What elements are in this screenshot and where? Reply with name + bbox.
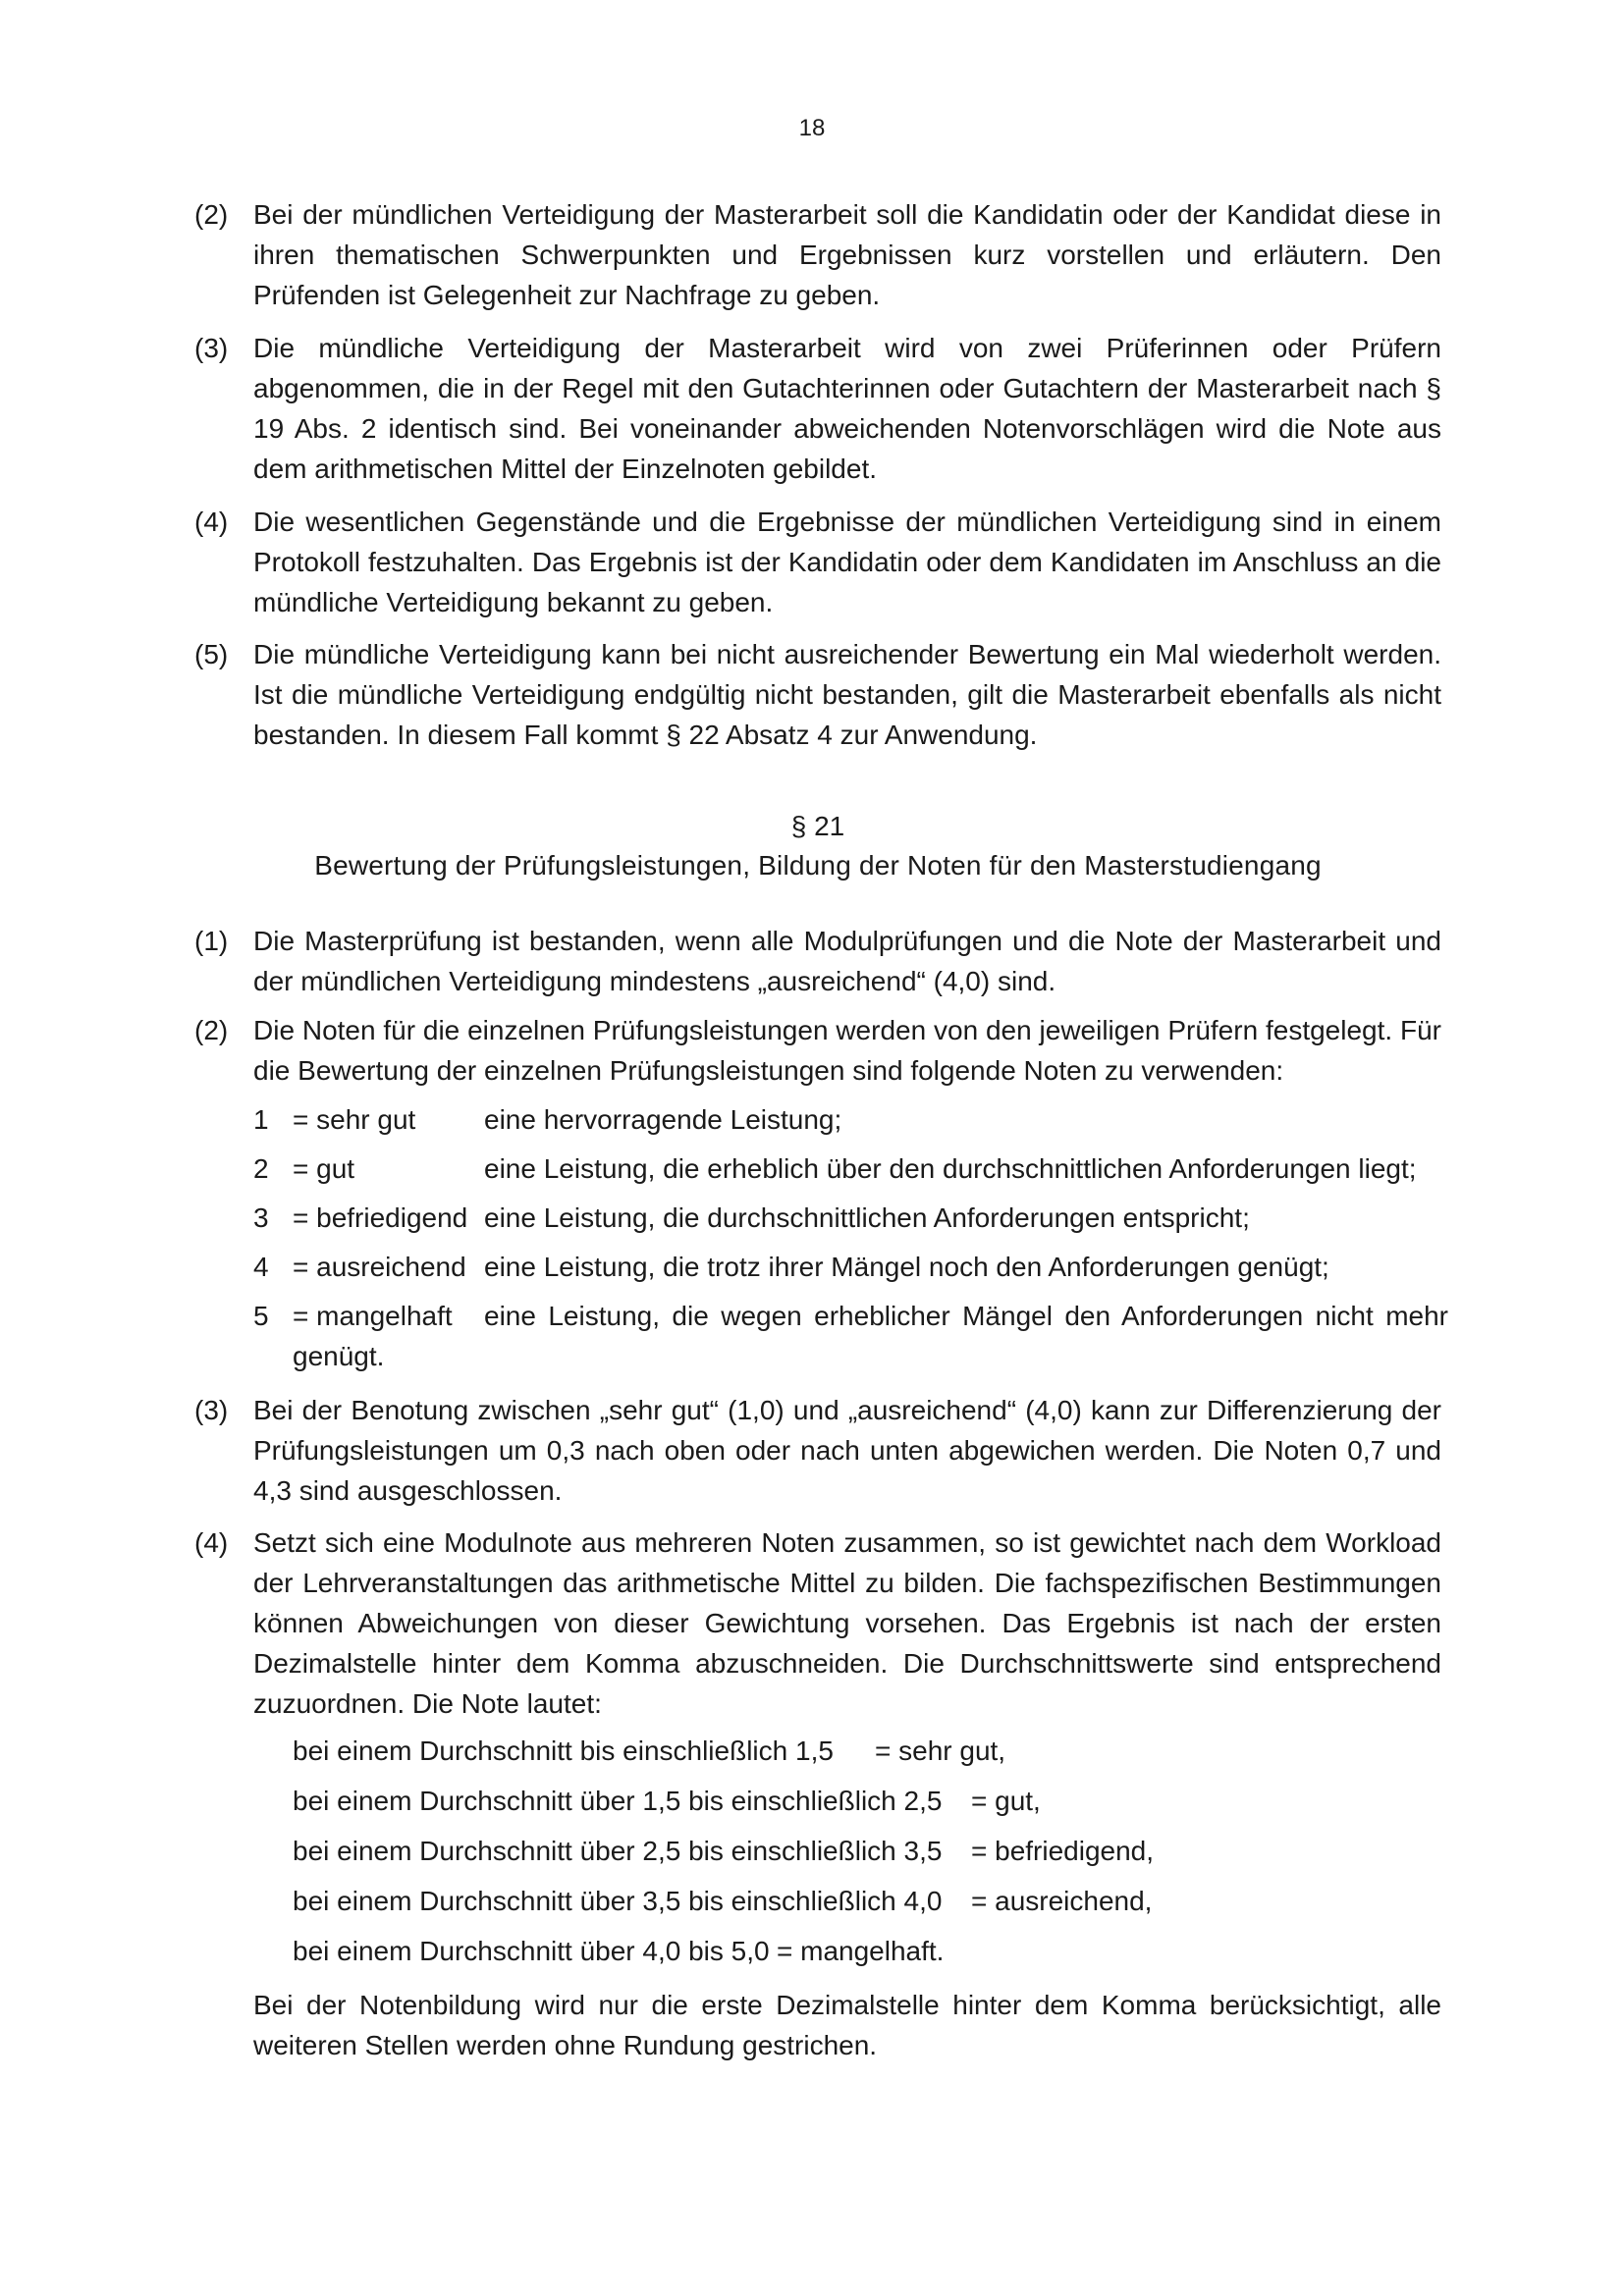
paragraph-text: Bei der Benotung zwischen „sehr gut“ (1,0) und „ausreichend“ (4,0) kann zur Differenzierung der Prüfungsleistungen um 0,3 nach oben oder nach unten abgewichen werden. Die Noten 0,7 und 4,3 sind ausgeschlossen.: [253, 1395, 1441, 1506]
paragraph-text: Setzt sich eine Modulnote aus mehreren Noten zusammen, so ist gewichtet nach dem Workload der Lehrveranstaltungen das arithmetische Mittel zu bilden. Die fachspezifischen Bestimmungen können Abweichungen von dieser Gewichtung vorsehen. Das Ergebnis ist nach der ersten Dezimalstelle hinter dem Komma abzuschneiden. Die Durchschnittswerte sind entsprechend zuzuordnen. Die Note lautet:: [253, 1527, 1441, 1719]
paragraph-number: (3): [194, 333, 229, 363]
section-heading: [194, 807, 1441, 885]
section-number: § 21: [790, 811, 845, 841]
average-row: [253, 1831, 1441, 1881]
paragraph-text: Die mündliche Verteidigung kann bei nicht ausreichender Bewertung ein Mal wiederholt werden. Ist die mündliche Verteidigung endgültig nicht bestanden, gilt die Masterarbeit ebenfalls als nicht bestanden. In diesem Fall kommt § 22 Absatz 4 zur Anwendung.: [253, 639, 1441, 750]
average-row: [253, 1931, 1441, 1981]
grade-row: [253, 1148, 1441, 1198]
paragraph-text: Die Masterprüfung ist bestanden, wenn alle Modulprüfungen und die Note der Masterarbeit und der mündlichen Verteidigung mindestens „ausreichend“ (4,0) sind.: [253, 926, 1441, 996]
average-condition: bei einem Durchschnitt über 1,5 bis einschließlich 2,5: [293, 1786, 943, 1816]
average-result: = gut,: [971, 1786, 1041, 1816]
grade-scale: [253, 1099, 1448, 1378]
paragraph-20-2: [194, 194, 1441, 315]
grade-label: = ausreichend: [293, 1252, 466, 1282]
grade-number: 3: [253, 1202, 269, 1233]
grade-row: [253, 1247, 1441, 1296]
paragraph-number: (4): [194, 1527, 229, 1558]
average-condition: bei einem Durchschnitt über 3,5 bis einschließlich 4,0: [293, 1886, 943, 1916]
average-result: = mangelhaft.: [777, 1936, 945, 1966]
paragraph-21-3: [194, 1390, 1441, 1511]
grade-row: [253, 1296, 1448, 1378]
paragraph-text: Die mündliche Verteidigung der Masterarbeit wird von zwei Prüferinnen oder Prüfern abgenommen, die in der Regel mit den Gutachterinnen oder Gutachtern der Masterarbeit nach § 19 Abs. 2 identisch sind. Bei voneinander abweichenden Notenvorschlägen wird die Note aus dem arithmetischen Mittel der Einzelnoten gebildet.: [253, 333, 1441, 484]
grade-number: 2: [253, 1153, 269, 1184]
page-number: 18: [798, 115, 826, 141]
paragraph-20-4: [194, 502, 1441, 622]
paragraph-20-5: [194, 634, 1441, 755]
grade-number: 4: [253, 1252, 269, 1282]
average-condition: bei einem Durchschnitt über 2,5 bis einschließlich 3,5: [293, 1836, 943, 1866]
grade-label: = mangelhaft: [293, 1301, 453, 1331]
paragraph-21-1: [194, 921, 1441, 1001]
paragraph-21-2: [194, 1010, 1448, 1378]
section-title: Bewertung der Prüfungsleistungen, Bildung der Noten für den Masterstudiengang: [314, 850, 1322, 881]
paragraph-21-4: [194, 1522, 1441, 2065]
average-row: [253, 1731, 1441, 1781]
paragraph-number: (4): [194, 507, 229, 537]
grade-number: 5: [253, 1301, 269, 1331]
average-result: = befriedigend,: [971, 1836, 1155, 1866]
grade-description: eine Leistung, die erheblich über den durchschnittlichen Anforderungen liegt;: [484, 1153, 1417, 1184]
average-result: = ausreichend,: [971, 1886, 1153, 1916]
average-result: = sehr gut,: [875, 1735, 1006, 1766]
paragraph-text: Die Noten für die einzelnen Prüfungsleistungen werden von den jeweiligen Prüfern festgelegt. Für die Bewertung der einzelnen Prüfungsleistungen sind folgende Noten zu verwenden:: [253, 1015, 1441, 1086]
paragraph-number: (3): [194, 1395, 229, 1425]
paragraph-number: (2): [194, 1015, 229, 1045]
grade-row: [253, 1198, 1441, 1247]
grade-label: = befriedigend: [293, 1202, 468, 1233]
grade-label: = gut: [293, 1153, 355, 1184]
grade-number: 1: [253, 1104, 269, 1135]
average-scale: [253, 1731, 1441, 1981]
paragraph-text: Bei der mündlichen Verteidigung der Masterarbeit soll die Kandidatin oder der Kandidat diese in ihren thematischen Schwerpunkten und Ergebnissen kurz vorstellen und erläutern. Den Prüfenden ist Gelegenheit zur Nachfrage zu geben.: [253, 199, 1441, 310]
paragraph-text: Die wesentlichen Gegenstände und die Ergebnisse der mündlichen Verteidigung sind in einem Protokoll festzuhalten. Das Ergebnis ist der Kandidatin oder dem Kandidaten im Anschluss an die mündliche Verteidigung bekannt zu geben.: [253, 507, 1441, 617]
paragraph-number: (2): [194, 199, 229, 230]
grade-description-continuation: genügt.: [293, 1341, 385, 1371]
closing-text: Bei der Notenbildung wird nur die erste Dezimalstelle hinter dem Komma berücksichtigt, alle weiteren Stellen werden ohne Rundung gestrichen.: [253, 1990, 1441, 2060]
average-condition: bei einem Durchschnitt bis einschließlich 1,5: [293, 1735, 834, 1766]
grade-description: eine Leistung, die trotz ihrer Mängel noch den Anforderungen genügt;: [484, 1252, 1329, 1282]
paragraph-number: (5): [194, 639, 229, 669]
paragraph-number: (1): [194, 926, 229, 956]
paragraph-20-3: [194, 328, 1441, 489]
grade-description: eine hervorragende Leistung;: [484, 1104, 842, 1135]
grade-row: [253, 1099, 1441, 1148]
grade-label: = sehr gut: [293, 1104, 416, 1135]
grade-description: eine Leistung, die durchschnittlichen Anforderungen entspricht;: [484, 1202, 1250, 1233]
average-condition: bei einem Durchschnitt über 4,0 bis 5,0: [293, 1936, 770, 1966]
grade-description: eine Leistung, die wegen erheblicher Mängel den Anforderungen nicht mehr: [484, 1301, 1448, 1331]
average-row: [253, 1881, 1441, 1931]
average-row: [253, 1781, 1441, 1831]
